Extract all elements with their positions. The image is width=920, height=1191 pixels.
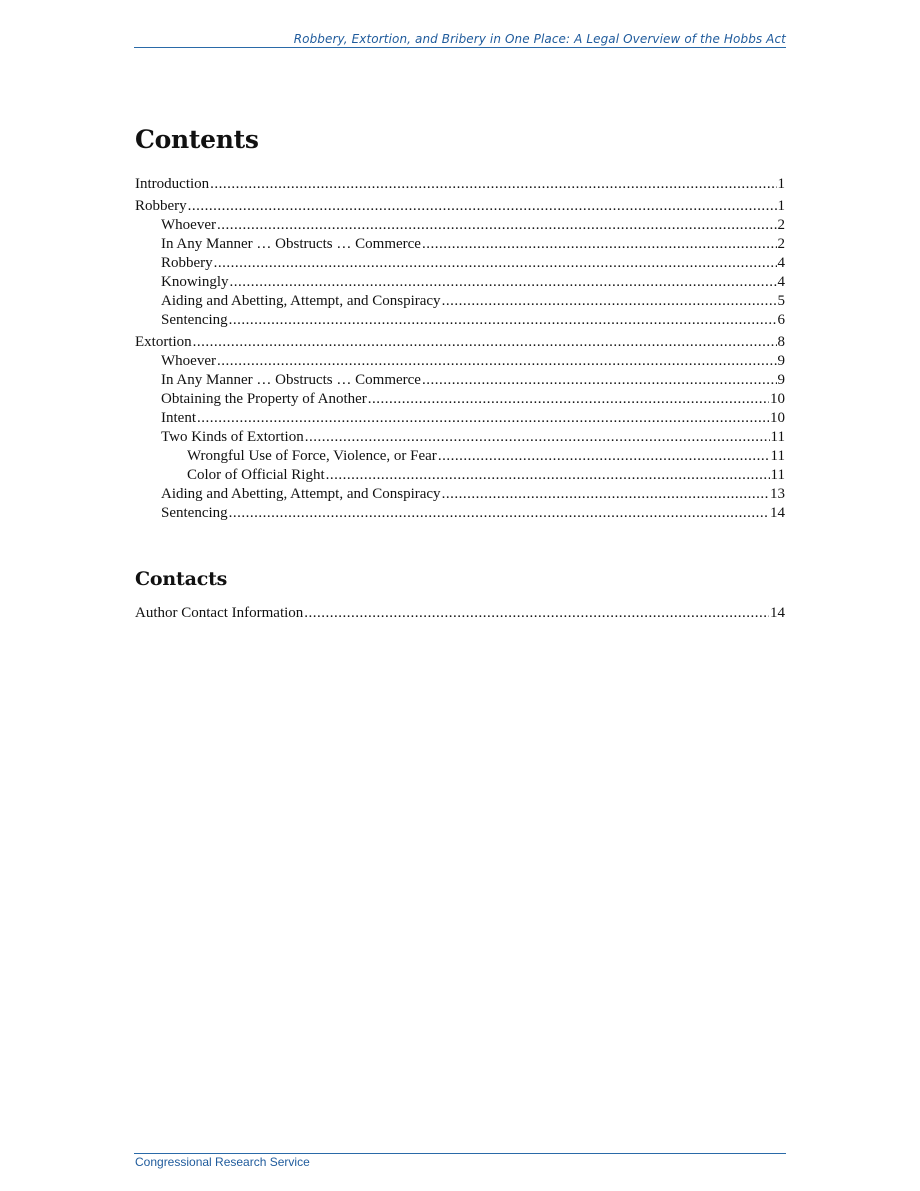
toc-entry[interactable] [135, 273, 785, 292]
dot-leader [197, 409, 769, 428]
toc-entry-title: Whoever [161, 217, 216, 233]
toc-entry-title: In Any Manner … Obstructs … Commerce [161, 372, 421, 388]
running-footer: Congressional Research Service [135, 1155, 310, 1169]
toc-entry-title: Aiding and Abetting, Attempt, and Conspiracy [161, 293, 441, 309]
toc-page-number: 10 [770, 391, 785, 407]
dot-leader [304, 604, 769, 623]
toc-entry-title: Intent [161, 410, 196, 426]
toc-entry-title: Color of Official Right [187, 467, 325, 483]
toc-page-number: 9 [777, 372, 785, 388]
toc-entry-title: Two Kinds of Extortion [161, 429, 304, 445]
dot-leader [422, 235, 777, 254]
toc-entry-title: Aiding and Abetting, Attempt, and Conspiracy [161, 486, 441, 502]
toc-page-number: 6 [777, 312, 785, 328]
toc-page-number: 8 [777, 334, 785, 350]
dot-leader [442, 292, 777, 311]
toc-entry[interactable] [135, 216, 785, 235]
toc-entry[interactable] [135, 254, 785, 273]
toc-entry[interactable] [135, 428, 785, 447]
toc-entry-title: Knowingly [161, 274, 229, 290]
dot-leader [422, 371, 777, 390]
toc-page-number: 9 [777, 353, 785, 369]
toc-page-number: 1 [777, 198, 785, 214]
toc-page-number: 4 [777, 274, 785, 290]
toc-entry[interactable] [135, 175, 785, 194]
toc-entry[interactable] [135, 292, 785, 311]
toc-page-number: 14 [770, 505, 785, 521]
toc-entry[interactable] [135, 409, 785, 428]
toc-entry[interactable] [135, 197, 785, 216]
toc-entry[interactable] [135, 371, 785, 390]
footer-rule [134, 1153, 786, 1154]
dot-leader [214, 254, 777, 273]
toc-entry[interactable] [135, 235, 785, 254]
toc-entry[interactable] [135, 311, 785, 330]
toc-entry-title: Extortion [135, 334, 192, 350]
toc-page-number: 11 [770, 467, 785, 483]
dot-leader [193, 333, 777, 352]
dot-leader [229, 311, 777, 330]
toc-page-number: 2 [777, 217, 785, 233]
toc-entry-title: Sentencing [161, 312, 228, 328]
toc-entry-title: Robbery [161, 255, 213, 271]
toc-page-number: 14 [770, 605, 785, 621]
dot-leader [368, 390, 769, 409]
toc-entry[interactable] [135, 604, 785, 623]
dot-leader [188, 197, 777, 216]
toc-entry-title: Introduction [135, 176, 210, 192]
toc-entry[interactable] [135, 447, 785, 466]
toc-entry[interactable] [135, 504, 785, 523]
dot-leader [210, 175, 776, 194]
toc-entry-title: Obtaining the Property of Another [161, 391, 367, 407]
dot-leader [217, 216, 777, 235]
dot-leader [442, 485, 769, 504]
contacts-list [135, 604, 785, 623]
toc-entry-title: Whoever [161, 353, 216, 369]
toc-entry[interactable] [135, 390, 785, 409]
toc-page-number: 11 [770, 448, 785, 464]
dot-leader [438, 447, 770, 466]
toc-entry[interactable] [135, 352, 785, 371]
dot-leader [229, 504, 769, 523]
toc-entry[interactable] [135, 466, 785, 485]
running-header: Robbery, Extortion, and Bribery in One Place: A Legal Overview of the Hobbs Act [293, 32, 786, 46]
contacts-heading: Contacts [135, 568, 228, 590]
dot-leader [217, 352, 777, 371]
toc-page-number: 13 [770, 486, 785, 502]
toc-entry-title: Wrongful Use of Force, Violence, or Fear [187, 448, 437, 464]
dot-leader [326, 466, 770, 485]
contents-heading: Contents [135, 125, 259, 154]
toc-page-number: 10 [770, 410, 785, 426]
header-rule [134, 47, 786, 48]
toc-page-number: 11 [770, 429, 785, 445]
toc-entry[interactable] [135, 333, 785, 352]
dot-leader [305, 428, 770, 447]
toc-page-number: 5 [777, 293, 785, 309]
toc-page-number: 1 [777, 176, 785, 192]
table-of-contents [135, 175, 785, 523]
dot-leader [230, 273, 777, 292]
toc-entry-title: Author Contact Information [135, 605, 304, 621]
toc-entry-title: Robbery [135, 198, 187, 214]
toc-entry[interactable] [135, 485, 785, 504]
toc-page-number: 4 [777, 255, 785, 271]
toc-entry-title: In Any Manner … Obstructs … Commerce [161, 236, 421, 252]
toc-page-number: 2 [777, 236, 785, 252]
toc-entry-title: Sentencing [161, 505, 228, 521]
